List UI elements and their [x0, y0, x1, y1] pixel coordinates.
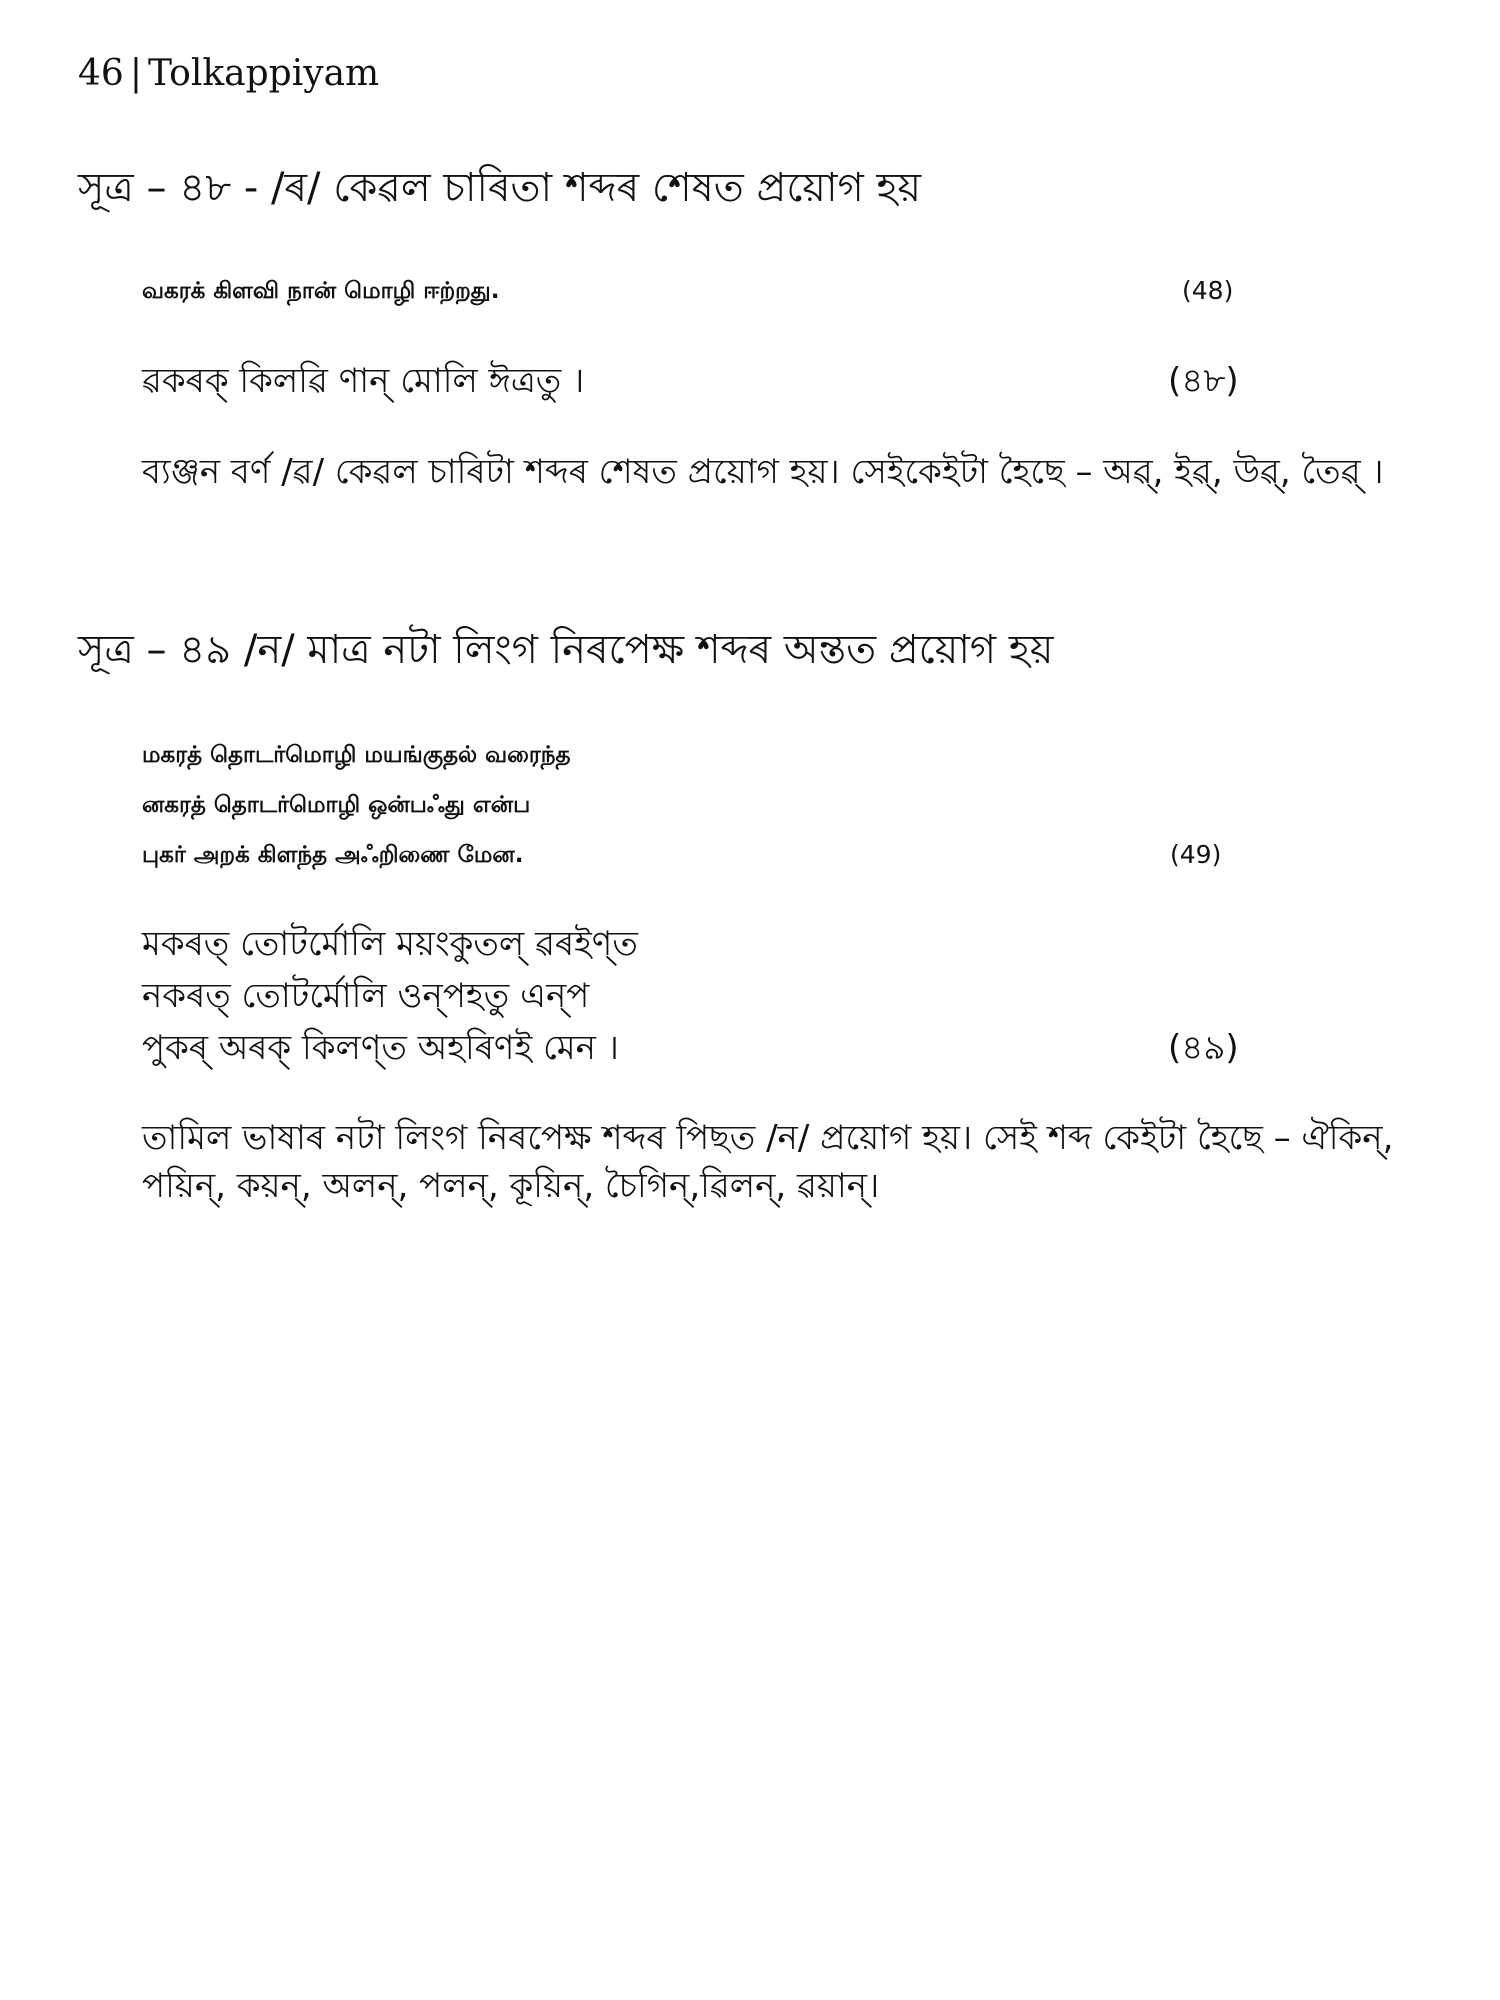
- sutra-48-heading: সূত্ৰ – ৪৮ - /ৰ/ কেৱল চাৰিতা শব্দৰ শেষত প্ৰয়োগ হয়: [78, 165, 922, 211]
- sutra-48-explanation: ব্যঞ্জন বৰ্ণ /ৱ/ কেৱল চাৰিটা শব্দৰ শেষত প্ৰয়োগ হয়। সেইকেইটা হৈছে – অৱ্, ইৱ্, উৱ্, তৈৱ্ ।: [142, 452, 1384, 492]
- sutra-48-tamil-number: (48): [1182, 276, 1234, 305]
- sutra-49-tamil-line-2: னகரத் தொடர்மொழி ஒன்பஃது என்ப: [142, 792, 531, 818]
- header-separator: |: [129, 53, 142, 94]
- sutra-49-heading: সূত্ৰ – ৪৯ /ন/ মাত্ৰ নটা লিংগ নিৰপেক্ষ শব্দৰ অন্তত প্ৰয়োগ হয়: [78, 627, 1054, 673]
- sutra-49-transliteration-line-3: পুকৰ্ অৰক্ কিলণ্ত অহৰিণই মেন ।: [142, 1028, 619, 1068]
- sutra-48-tamil-verse: வகரக் கிளவி நான் மொழி ஈற்றது.: [142, 278, 500, 304]
- sutra-48-transliteration-number: (৪৮): [1168, 361, 1239, 401]
- sutra-49-explanation: তামিল ভাষাৰ নটা লিংগ নিৰপেক্ষ শব্দৰ পিছত /ন/ প্ৰয়োগ হয়। সেই শব্দ কেইটা হৈছে – ঐকিন্, পয়িন্, কয়ন্, অলন্, পলন্, কূয়িন্, চৈগিন্,ৱিলন্, ৱয়ান্।: [142, 1118, 1394, 1206]
- running-header: [78, 52, 379, 96]
- book-title: Tolkappiyam: [147, 53, 380, 94]
- sutra-49-tamil-line-1: மகரத் தொடர்மொழி மயங்குதல் வரைந்த: [142, 742, 571, 768]
- sutra-49-transliteration-line-2: নকৰত্ তোটৰ্মোলি ওন্পহতু এন্প: [142, 976, 590, 1016]
- sutra-48-transliteration: ৱকৰক্ কিলৱি ণান্ মোলি ঈত্ৰতু ।: [142, 361, 585, 401]
- sutra-49-transliteration-number: (৪৯): [1168, 1028, 1239, 1068]
- sutra-49-tamil-number: (49): [1170, 840, 1222, 869]
- page-number: 46: [78, 53, 124, 94]
- sutra-49-transliteration-line-1: মকৰত্ তোটৰ্মোলি ময়ংকুতল্ ৱৰইণ্ত: [142, 924, 638, 964]
- sutra-49-tamil-line-3: புகர் அறக் கிளந்த அஃறிணை மேன.: [142, 842, 524, 868]
